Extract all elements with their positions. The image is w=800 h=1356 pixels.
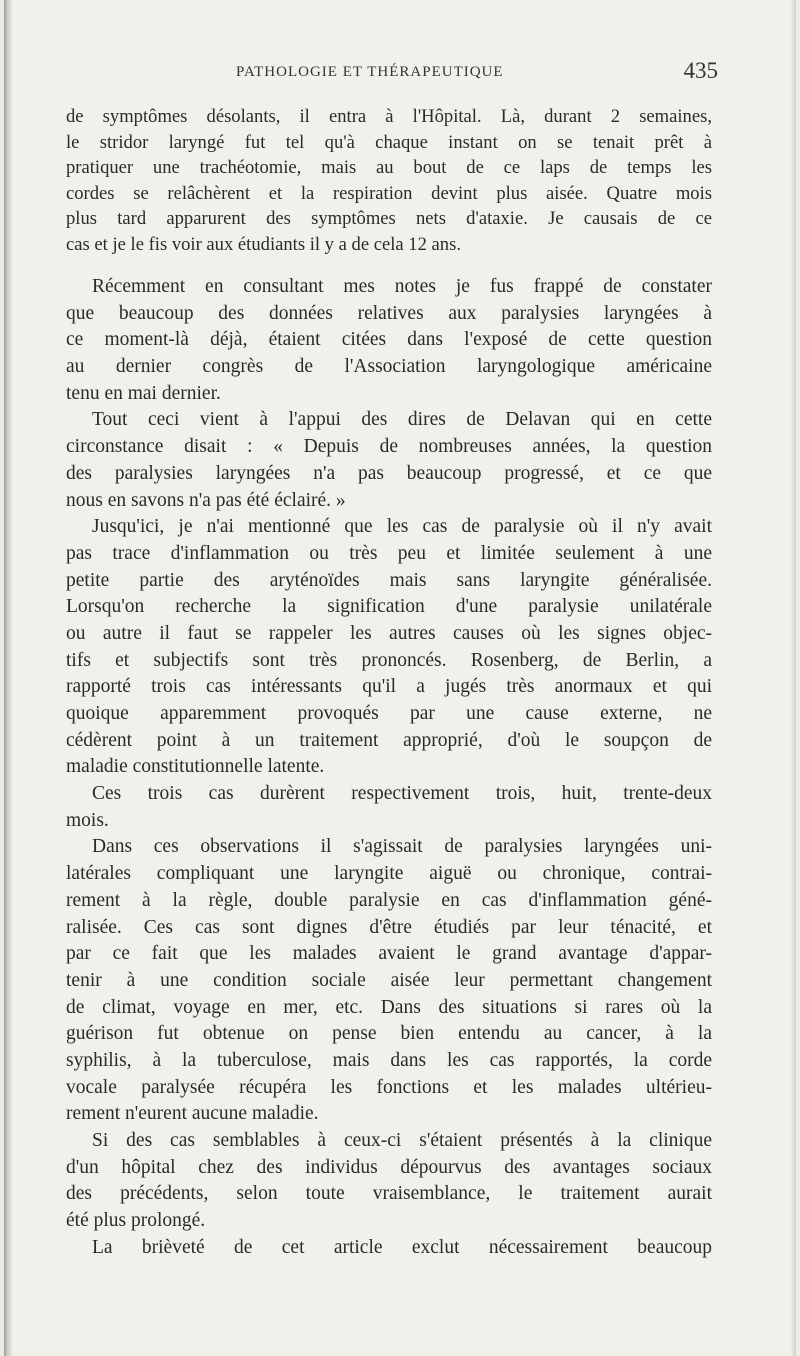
text-line: Ces trois cas durèrent respectivement trois, huit, trente-deux [92,783,712,805]
text-line: par ce fait que les malades avaient le grand avantage d'appar- [66,943,712,965]
text-line: pas trace d'inflammation ou très peu et limitée seulement à une [66,542,712,564]
text-line: nous en savons n'a pas été éclairé. » [66,489,346,511]
paragraph [66,514,712,781]
text-line: Tout ceci vient à l'appui des dires de Delavan qui en cette [92,409,712,431]
body-text [66,104,712,1261]
text-line: ou autre il faut se rappeler les autres causes où les signes objec- [66,622,712,644]
text-line: ralisée. Ces cas sont dignes d'être étudiés par leur ténacité, et [66,916,712,938]
text-line: Jusqu'ici, je n'ai mentionné que les cas de paralysie où il n'y avait [92,516,712,538]
paragraph [66,1235,712,1262]
text-line: Dans ces observations il s'agissait de paralysies laryngées uni- [92,836,712,858]
text-line: mois. [66,809,109,831]
text-line: le stridor laryngé fut tel qu'à chaque instant on se tenait prêt à [66,131,712,153]
text-line: des paralysies laryngées n'a pas beaucoup progressé, et ce que [66,462,712,484]
text-line: cédèrent point à un traitement approprié, d'où le soupçon de [66,729,712,751]
text-line: syphilis, à la tuberculose, mais dans les cas rapportés, la corde [66,1049,712,1071]
page-number: 435 [683,58,718,83]
paragraph [66,274,712,407]
text-line: La brièveté de cet article exclut nécessairement beaucoup [92,1236,712,1258]
paragraph-gap [66,257,712,274]
paragraph [66,1128,712,1235]
text-line: cordes se relâchèrent et la respiration devint plus aisée. Quatre mois [66,182,712,204]
paragraph [66,834,712,1128]
text-line: Récemment en consultant mes notes je fus frappé de constater [92,276,712,297]
text-line: guérison fut obtenue on pense bien entendu au cancer, à la [66,1023,712,1045]
text-line: de climat, voyage en mer, etc. Dans des situations si rares où la [66,996,712,1018]
page-binding-edge [4,0,12,1356]
book-page [4,0,796,1356]
text-line: de symptômes désolants, il entra à l'Hôpital. Là, durant 2 semaines, [66,106,712,127]
running-title: PATHOLOGIE ET THÉRAPEUTIQUE [236,64,504,80]
text-line: petite partie des aryténoïdes mais sans laryngite généralisée. [66,569,712,591]
paragraph-continuation [66,104,712,257]
text-line: Si des cas semblables à ceux-ci s'étaient présentés à la clinique [92,1130,712,1151]
text-line: rapporté trois cas intéressants qu'il a jugés très anormaux et qui [66,676,712,698]
text-line: pratiquer une trachéotomie, mais au bout de ce laps de temps les [66,157,712,178]
page-outer-edge [791,0,796,1356]
paragraph [66,407,712,514]
text-line: tenir à une condition sociale aisée leur permettant changement [66,969,712,991]
paragraph [66,781,712,834]
text-line: cas et je le fis voir aux étudiants il y a de cela 12 ans. [66,233,461,255]
text-line: au dernier congrès de l'Association laryngologique américaine [66,356,712,378]
text-line: d'un hôpital chez des individus dépourvus des avantages sociaux [66,1156,712,1178]
text-line: tenu en mai dernier. [66,382,221,404]
text-line: que beaucoup des données relatives aux paralysies laryngées à [66,302,712,324]
text-line: tifs et subjectifs sont très prononcés. Rosenberg, de Berlin, a [66,649,712,671]
text-line: plus tard apparurent des symptômes nets d'ataxie. Je causais de ce [66,208,712,229]
text-line: rement n'eurent aucune maladie. [66,1103,319,1125]
text-line: circonstance disait : « Depuis de nombreuses années, la question [66,436,712,458]
text-line: maladie constitutionnelle latente. [66,756,325,778]
text-line: Lorsqu'on recherche la signification d'une paralysie unilatérale [66,596,712,618]
text-line: quoique apparemment provoqués par une cause externe, ne [66,703,712,724]
text-line: été plus prolongé. [66,1210,206,1232]
text-line: ce moment-là déjà, étaient citées dans l'exposé de cette question [66,329,712,351]
text-line: latérales compliquant une laryngite aiguë ou chronique, contrai- [66,863,712,885]
text-line: vocale paralysée récupéra les fonctions et les malades ultérieu- [66,1076,712,1098]
page-header [66,58,716,88]
text-line: rement à la règle, double paralysie en cas d'inflammation géné- [66,889,712,911]
text-line: des précédents, selon toute vraisemblance, le traitement aurait [66,1183,712,1205]
